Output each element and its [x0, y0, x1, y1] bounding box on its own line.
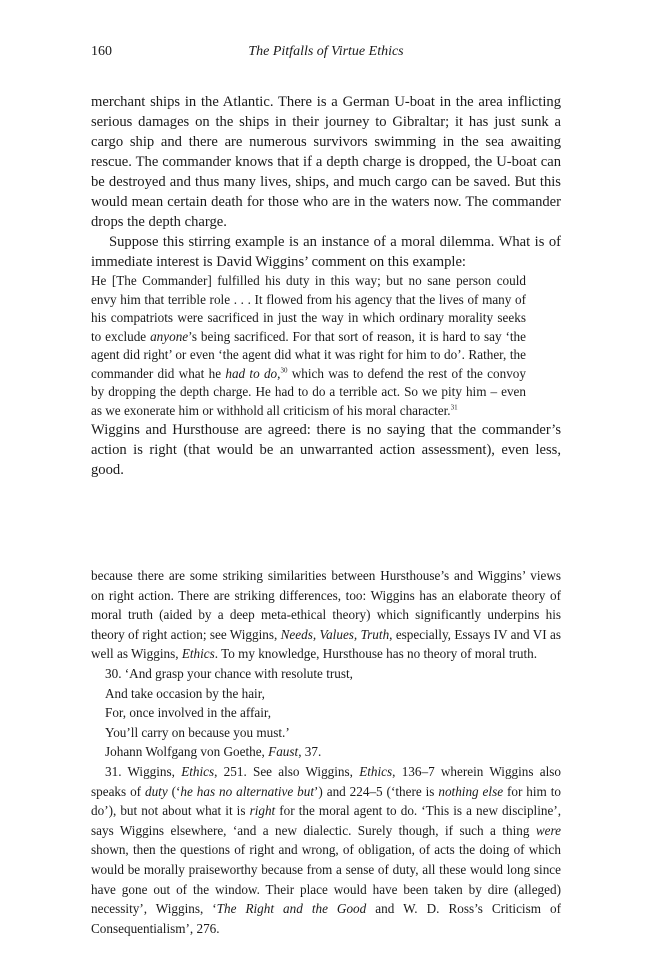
quote-text-2: ’s being sacrificed. For that sort of reason, it is hard to say ‘the agent did right’ or even ‘the agent did what it was right for him to do’. Rather, the commander did what he [91, 328, 526, 381]
page-header [91, 44, 561, 68]
footnote-30-page: , 37. [298, 744, 322, 760]
quote-text-4: which was to defend the rest of the convoy by dropping the depth charge. He had to do a terrible act. So we pity him – even as we exonerate him or withhold all criticism of his moral character. [91, 365, 526, 418]
quote-text-3: , [277, 365, 281, 381]
footnote-29-continued [91, 566, 561, 664]
quote-text-1: He [The Commander] fulfilled his duty in this way; but no sane person could envy him that terrible role . . . It flowed from his agency that the lives of many of his compatriots were sacrificed in just the way in which ordinary morality seeks to exclude [91, 273, 526, 344]
paragraph-1: merchant ships in the Atlantic. There is a German U-boat in the area inflicting serious damages on the ships in their journey to Gibraltar; it has just sunk a cargo ship and there are numerous survivors swimming in the sea awaiting rescue. The commander knows that if a depth charge is dropped, the U-boat can be destroyed and thus many lives, ships, and much cargo can be saved. But this would mean certain death for those who are in the waters now. The commander drops the depth charge. [91, 94, 561, 230]
footnote-31-em-6: right [249, 803, 276, 819]
quote-emphasis-had-to-do: had to do [225, 365, 278, 381]
footnote-ref-31[interactable]: 31 [450, 403, 458, 412]
main-text [91, 92, 561, 480]
footnote-30-line-4: You’ll carry on because you must.’ [105, 724, 290, 740]
footnote-31-em-3: duty [144, 783, 168, 799]
page-number: 160 [91, 44, 112, 59]
footnotes [91, 566, 561, 938]
footnote-31-text-d: (‘ [167, 783, 181, 799]
footnote-31-em-2: Ethics [359, 763, 393, 779]
running-title: The Pitfalls of Virtue Ethics [248, 44, 404, 59]
footnote-31-text-e: ’) and 224–5 (‘there is [314, 783, 439, 799]
footnote-30-number: 30. [105, 665, 122, 681]
footnote-31-em-1: Ethics [181, 763, 215, 779]
footnote-31-em-7: were [535, 822, 561, 838]
footnote-31-number: 31. [105, 763, 122, 779]
footnote-31-em-4: he has no alternative but [180, 783, 315, 799]
footnote-29-text-b: , especially, Essays IV and VI as well as Wiggins, [91, 626, 561, 662]
footnote-30-author: Johann Wolfgang von Goethe, [105, 744, 269, 760]
footnote-30-line-3: For, once involved in the affair, [105, 705, 272, 721]
block-quote [91, 272, 526, 420]
footnote-29-title-1: Needs, Values, Truth [280, 626, 390, 642]
footnote-31-text-a: Wiggins, [127, 763, 182, 779]
footnote-31-text-c: , 136–7 wherein Wiggins also speaks of [91, 763, 562, 799]
footnote-ref-30[interactable]: 30 [280, 366, 288, 375]
footnote-31-text-f: for him to do’), but not about what it is [91, 783, 561, 819]
footnote-30-work: Faust [268, 744, 299, 760]
footnote-31 [91, 762, 561, 938]
footnote-31-text-i: and W. D. Ross’s Criticism of Consequentialism’, 276. [91, 901, 561, 936]
footnote-31-text-h: shown, then the questions of right and wrong, of obligation, of acts the doing of which would be morally praiseworthy because from a sense of duty, all these would long since have gone out of the window. Their place would have been taken by dire (alleged) necessity’, Wiggins, ‘ [91, 842, 561, 917]
footnote-30-line-2: And take occasion by the hair, [105, 685, 265, 701]
quote-emphasis-anyone: anyone [150, 328, 189, 344]
footnote-31-text-b: , 251. See also Wiggins, [214, 763, 360, 779]
paragraph-3: Wiggins and Hursthouse are agreed: there is no saying that the commander’s action is right (that would be an unwarranted action assessment), even less, good. [91, 422, 561, 478]
footnote-30-attribution [91, 742, 561, 762]
footnote-31-em-5: nothing else [438, 783, 504, 799]
footnote-30 [91, 664, 561, 684]
footnote-30-line-1: ‘And grasp your chance with resolute trust, [124, 665, 353, 681]
footnote-31-text-g: for the moral agent to do. ‘This is a new discipline’, says Wiggins elsewhere, ‘and a new dialectic. Surely though, if such a thing [91, 803, 562, 838]
footnote-31-em-8: The Right and the Good [216, 901, 367, 917]
paragraph-2: Suppose this stirring example is an instance of a moral dilemma. What is of immediate interest is David Wiggins’ comment on this example: [91, 234, 561, 270]
footnote-29-text-a: because there are some striking similarities between Hursthouse’s and Wiggins’ views on right action. There are striking differences, too: Wiggins has an elaborate theory of moral truth (aided by a deep meta-ethical theory) which significantly underpins his theory of right action; see Wiggins, [91, 568, 561, 642]
footnote-29-text-c: . To my knowledge, Hursthouse has no theory of moral truth. [214, 646, 538, 662]
footnote-29-title-2: Ethics [181, 646, 215, 662]
